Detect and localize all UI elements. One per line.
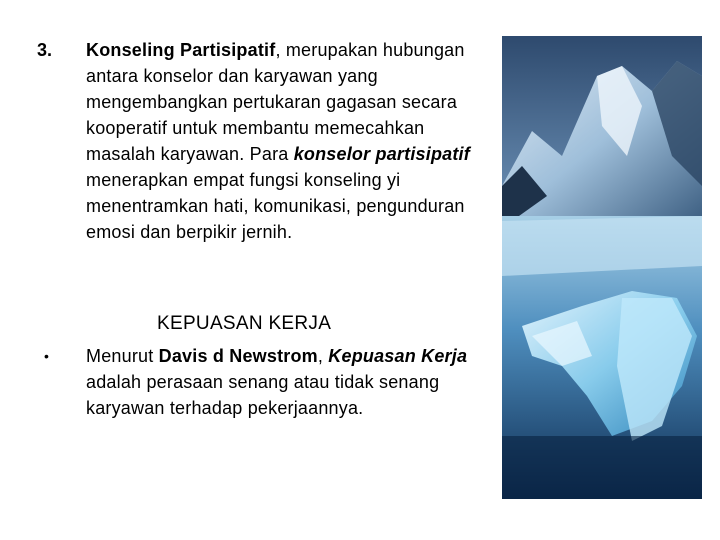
term-kepuasan-kerja: Kepuasan Kerja (328, 346, 468, 366)
emphasis-konselor-partisipatif: konselor partisipatif (293, 144, 470, 164)
bullet-marker: • (44, 348, 49, 364)
bullet-comma: , (317, 346, 329, 366)
paragraph-text-end: menerapkan empat fungsi konseling yi menentramkan hati, komunikasi, pengunduran emosi dan berpikir jernih. (86, 170, 465, 242)
author-name: Davis d Newstrom (158, 346, 318, 366)
numbered-paragraph (86, 37, 496, 245)
paragraph-text: , merupakan hubungan antara konselor dan karyawan yang mengembangkan pertukaran gagasan secara kooperatif untuk membantu memecahkan masalah karyawan. Para (86, 40, 465, 164)
bullet-text-end: adalah perasaan senang atau tidak senang karyawan terhadap pekerjaannya. (86, 372, 440, 418)
section-heading: KEPUASAN KERJA (157, 313, 332, 334)
glacier-ice-photo (502, 36, 702, 499)
bullet-text-start: Menurut (86, 346, 159, 366)
term-konseling-partisipatif: Konseling Partisipatif (86, 40, 276, 60)
bullet-paragraph (86, 343, 506, 421)
list-number: 3. (37, 40, 53, 60)
